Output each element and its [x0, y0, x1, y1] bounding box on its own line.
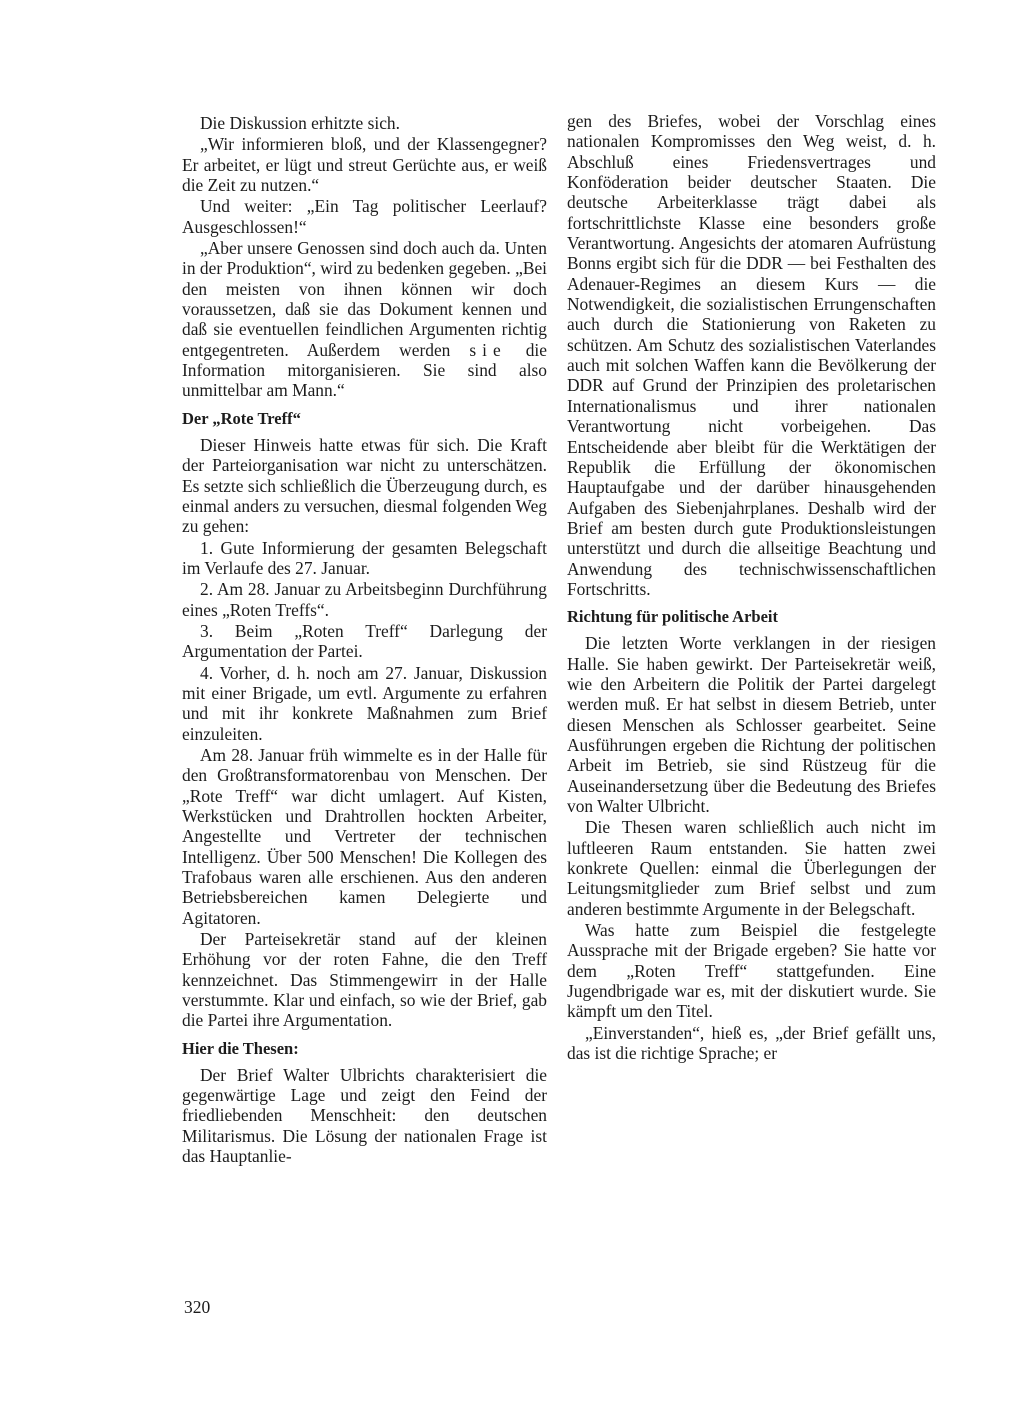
paragraph-text: die Information mitorganisieren. Sie sind also unmittelbar am Mann.“: [182, 339, 547, 401]
paragraph: [182, 238, 547, 401]
paragraph: „Einverstanden“, hieß es, „der Brief gefällt uns, das ist die richtige Sprache; er: [567, 1022, 936, 1064]
paragraph: gen des Briefes, wobei der Vorschlag eines nationalen Kompromisses den Weg weist, d. h. Abschluß eines Friedensvertrages und Konföderation beider deutscher Staaten. Die deutsche Arbeiterklasse trägt dabei als fortschrittlichste Klasse eine besonders große Verantwortung. Angesichts der atomaren Aufrüstung Bonns ergibt sich für die DDR — bei Festhalten des Adenauer-Regimes an diesem Kurs — die Notwendigkeit, die sozialistischen Errungenschaften auch durch die Stationierung von Raketen zu schützen. Am Schutz des sozialistischen Vaterlandes auch mit solchen Waffen kann die Bevölkerung der DDR auf Grund der Prinzipien des proletarischen Internationalismus und ihrer nationalen Verantwortung nicht vorbeigehen. Das Entscheidende aber bleibt für die Werktätigen der Republik die Erfüllung der ökonomischen Hauptaufgabe und der darüber hinausgehenden Aufgaben des Siebenjahrplanes. Deshalb wird der Brief am besten durch gute Produktionsleistungen unterstützt und durch die allseitige Beachtung und Anwendung des technischwissenschaftlichen Fortschritts.: [567, 111, 936, 599]
paragraph: Die letzten Worte verklangen in der riesigen Halle. Sie haben gewirkt. Der Parteisekretär weiß, wie den Arbeitern die Politik der Partei dargelegt werden muß. Er hat selbst in diesem Betrieb, unter diesen Menschen als Schlosser gearbeitet. Seine Ausführungen ergeben die Richtung der politischen Arbeit im Betrieb, sie sind Rüstzeug für die Auseinandersetzung über die Bedeutung des Briefes von Walter Ulbricht.: [567, 633, 936, 816]
spaced-word: sie: [469, 339, 507, 360]
left-column: [182, 113, 547, 1167]
list-item: 4. Vorher, d. h. noch am 27. Januar, Diskussion mit einer Brigade, um evtl. Argumente zu erfahren und mit ihr konkrete Maßnahmen zum Brief einzuleiten.: [182, 662, 547, 744]
paragraph: Und weiter: „Ein Tag politischer Leerlauf? Ausgeschlossen!“: [182, 196, 547, 237]
list-item: 3. Beim „Roten Treff“ Darlegung der Argumentation der Partei.: [182, 620, 547, 662]
paragraph: Der Parteisekretär stand auf der kleinen Erhöhung vor der roten Fahne, die den Treff kennzeichnet. Das Stimmengewirr in der Halle verstummte. Klar und einfach, so wie der Brief, gab die Partei ihre Argumentation.: [182, 929, 547, 1031]
paragraph: Was hatte zum Beispiel die festgelegte Aussprache mit der Brigade ergeben? Sie hatte vor dem „Roten Treff“ stattgefunden. Eine Jugendbrigade war es, mit der diskutiert wurde. Sie kämpft um den Titel.: [567, 920, 936, 1022]
right-column: [567, 111, 936, 1063]
section-heading: Hier die Thesen:: [182, 1038, 299, 1058]
paragraph: Am 28. Januar früh wimmelte es in der Halle für den Großtransformatorenbau von Menschen. Der „Rote Treff“ war dicht umlagert. Auf Kisten, Werkstücken und Drahtrollen hockten Arbeiter, Angestellte und Vertreter der technischen Intelligenz. Über 500 Menschen! Die Kollegen des Trafobaus waren alle erschienen. Aus den anderen Betriebsbereichen kamen Delegierte und Agitatoren.: [182, 744, 547, 928]
paragraph: Der Brief Walter Ulbrichts charakterisiert die gegenwärtige Lage und zeigt den Feind der friedliebenden Menschheit: den deutschen Militarismus. Die Lösung der nationalen Frage ist das Hauptanlie-: [182, 1064, 547, 1167]
list-item: 1. Gute Informierung der gesamten Belegschaft im Verlaufe des 27. Januar.: [182, 537, 547, 578]
list-item: 2. Am 28. Januar zu Arbeitsbeginn Durchführung eines „Roten Treffs“.: [182, 579, 547, 620]
paragraph-text: „Aber unsere Genossen sind doch auch da. Unten in der Produktion“, wird zu bedenken gegeben. „Bei den meisten von ihnen können wir doch voraussetzen, daß sie das Dokument kennen und daß sie eventuellen feindlichen Argumenten richtig entgegentreten. Außerdem werden: [182, 238, 547, 360]
section-heading: Richtung für politische Arbeit: [567, 607, 778, 627]
paragraph: Die Diskussion erhitzte sich.: [200, 113, 400, 133]
paragraph: Die Thesen waren schließlich auch nicht im luftleeren Raum entstanden. Sie hatten zwei konkrete Quellen: einmal die Überlegungen der Leitungsmitglieder zum Brief selbst und zum anderen bestimmte Argumente in der Belegschaft.: [567, 817, 936, 919]
section-heading: Der „Rote Treff“: [182, 408, 301, 428]
paragraph: „Wir informieren bloß, und der Klassengegner? Er arbeitet, er lügt und streut Gerüchte aus, er weiß die Zeit zu nutzen.“: [182, 134, 547, 196]
page-number: 320: [184, 1297, 211, 1317]
paragraph: Dieser Hinweis hatte etwas für sich. Die Kraft der Parteiorganisation war nicht zu unterschätzen. Es setzte sich schließlich die Überzeugung durch, es einmal anders zu versuchen, diesmal folgenden Weg zu gehen:: [182, 434, 547, 537]
